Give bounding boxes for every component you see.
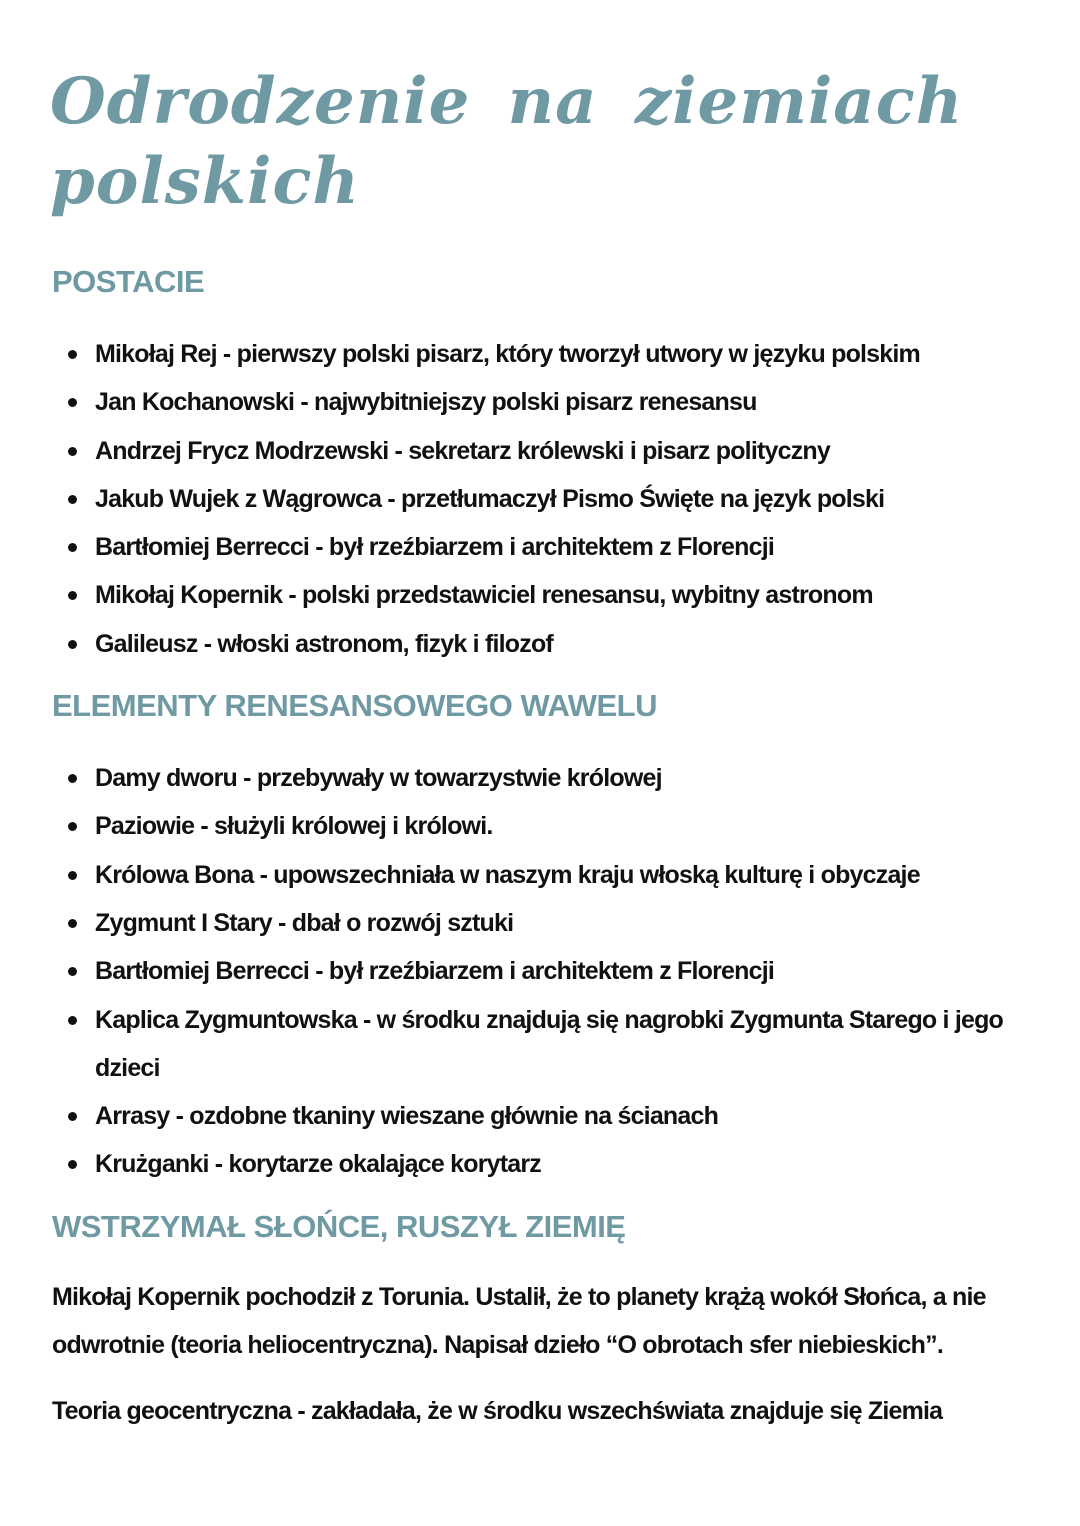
section-heading-postacie: POSTACIE [52, 264, 205, 299]
list-item: Damy dworu - przebywały w towarzystwie królowej [50, 754, 1050, 802]
bullet-icon [68, 640, 77, 649]
list-item: Zygmunt I Stary - dbał o rozwój sztuki [50, 899, 1050, 947]
list-item: Mikołaj Kopernik - polski przedstawiciel renesansu, wybitny astronom [50, 571, 1050, 619]
list-item: Paziowie - służyli królowej i królowi. [50, 802, 1050, 850]
list-item: Arrasy - ozdobne tkaniny wieszane głównie na ścianach [50, 1092, 1050, 1140]
page-title: Odrodzenie na ziemiach polskich [50, 64, 964, 219]
bullet-icon [68, 447, 77, 456]
bullet-icon [68, 822, 77, 831]
list-item: Jakub Wujek z Wągrowca - przetłumaczył Pismo Święte na język polski [50, 475, 1050, 523]
bullet-icon [68, 871, 77, 880]
list-item: Andrzej Frycz Modrzewski - sekretarz królewski i pisarz polityczny [50, 427, 1050, 475]
bullet-icon [68, 543, 77, 552]
paragraph-kopernik: Mikołaj Kopernik pochodził z Torunia. Ustalił, że to planety krążą wokół Słońca, a nie odwrotnie (teoria heliocentryczna). Napisał dzieło “O obrotach sfer niebieskich”. [52, 1282, 986, 1359]
bullet-icon [68, 1112, 77, 1121]
bullet-icon [68, 967, 77, 976]
wawel-list [50, 754, 1050, 1189]
list-item: Mikołaj Rej - pierwszy polski pisarz, który tworzył utwory w języku polskim [50, 330, 1050, 378]
section-heading-kopernik: WSTRZYMAŁ SŁOŃCE, RUSZYŁ ZIEMIĘ [52, 1208, 626, 1244]
bullet-icon [68, 919, 77, 928]
list-item: Jan Kochanowski - najwybitniejszy polski pisarz renesansu [50, 378, 1050, 426]
list-item: Bartłomiej Berrecci - był rzeźbiarzem i architektem z Florencji [50, 947, 1050, 995]
list-item: Krużganki - korytarze okalające korytarz [50, 1140, 1050, 1188]
bullet-icon [68, 350, 77, 359]
postacie-list [50, 330, 1050, 668]
list-item: Królowa Bona - upowszechniała w naszym kraju włoską kulturę i obyczaje [50, 851, 1050, 899]
bullet-icon [68, 591, 77, 600]
list-item: Galileusz - włoski astronom, fizyk i filozof [50, 620, 1050, 668]
paragraph-geocentric: Teoria geocentryczna - zakładała, że w środku wszechświata znajduje się Ziemia [52, 1396, 943, 1425]
bullet-icon [68, 1016, 77, 1025]
bullet-icon [68, 495, 77, 504]
bullet-icon [68, 774, 77, 783]
bullet-icon [68, 1160, 77, 1169]
bullet-icon [68, 398, 77, 407]
list-item: Bartłomiej Berrecci - był rzeźbiarzem i architektem z Florencji [50, 523, 1050, 571]
section-heading-wawel: ELEMENTY RENESANSOWEGO WAWELU [52, 688, 657, 724]
list-item: Kaplica Zygmuntowska - w środku znajdują się nagrobki Zygmunta Starego i jego dzieci [50, 996, 1050, 1093]
